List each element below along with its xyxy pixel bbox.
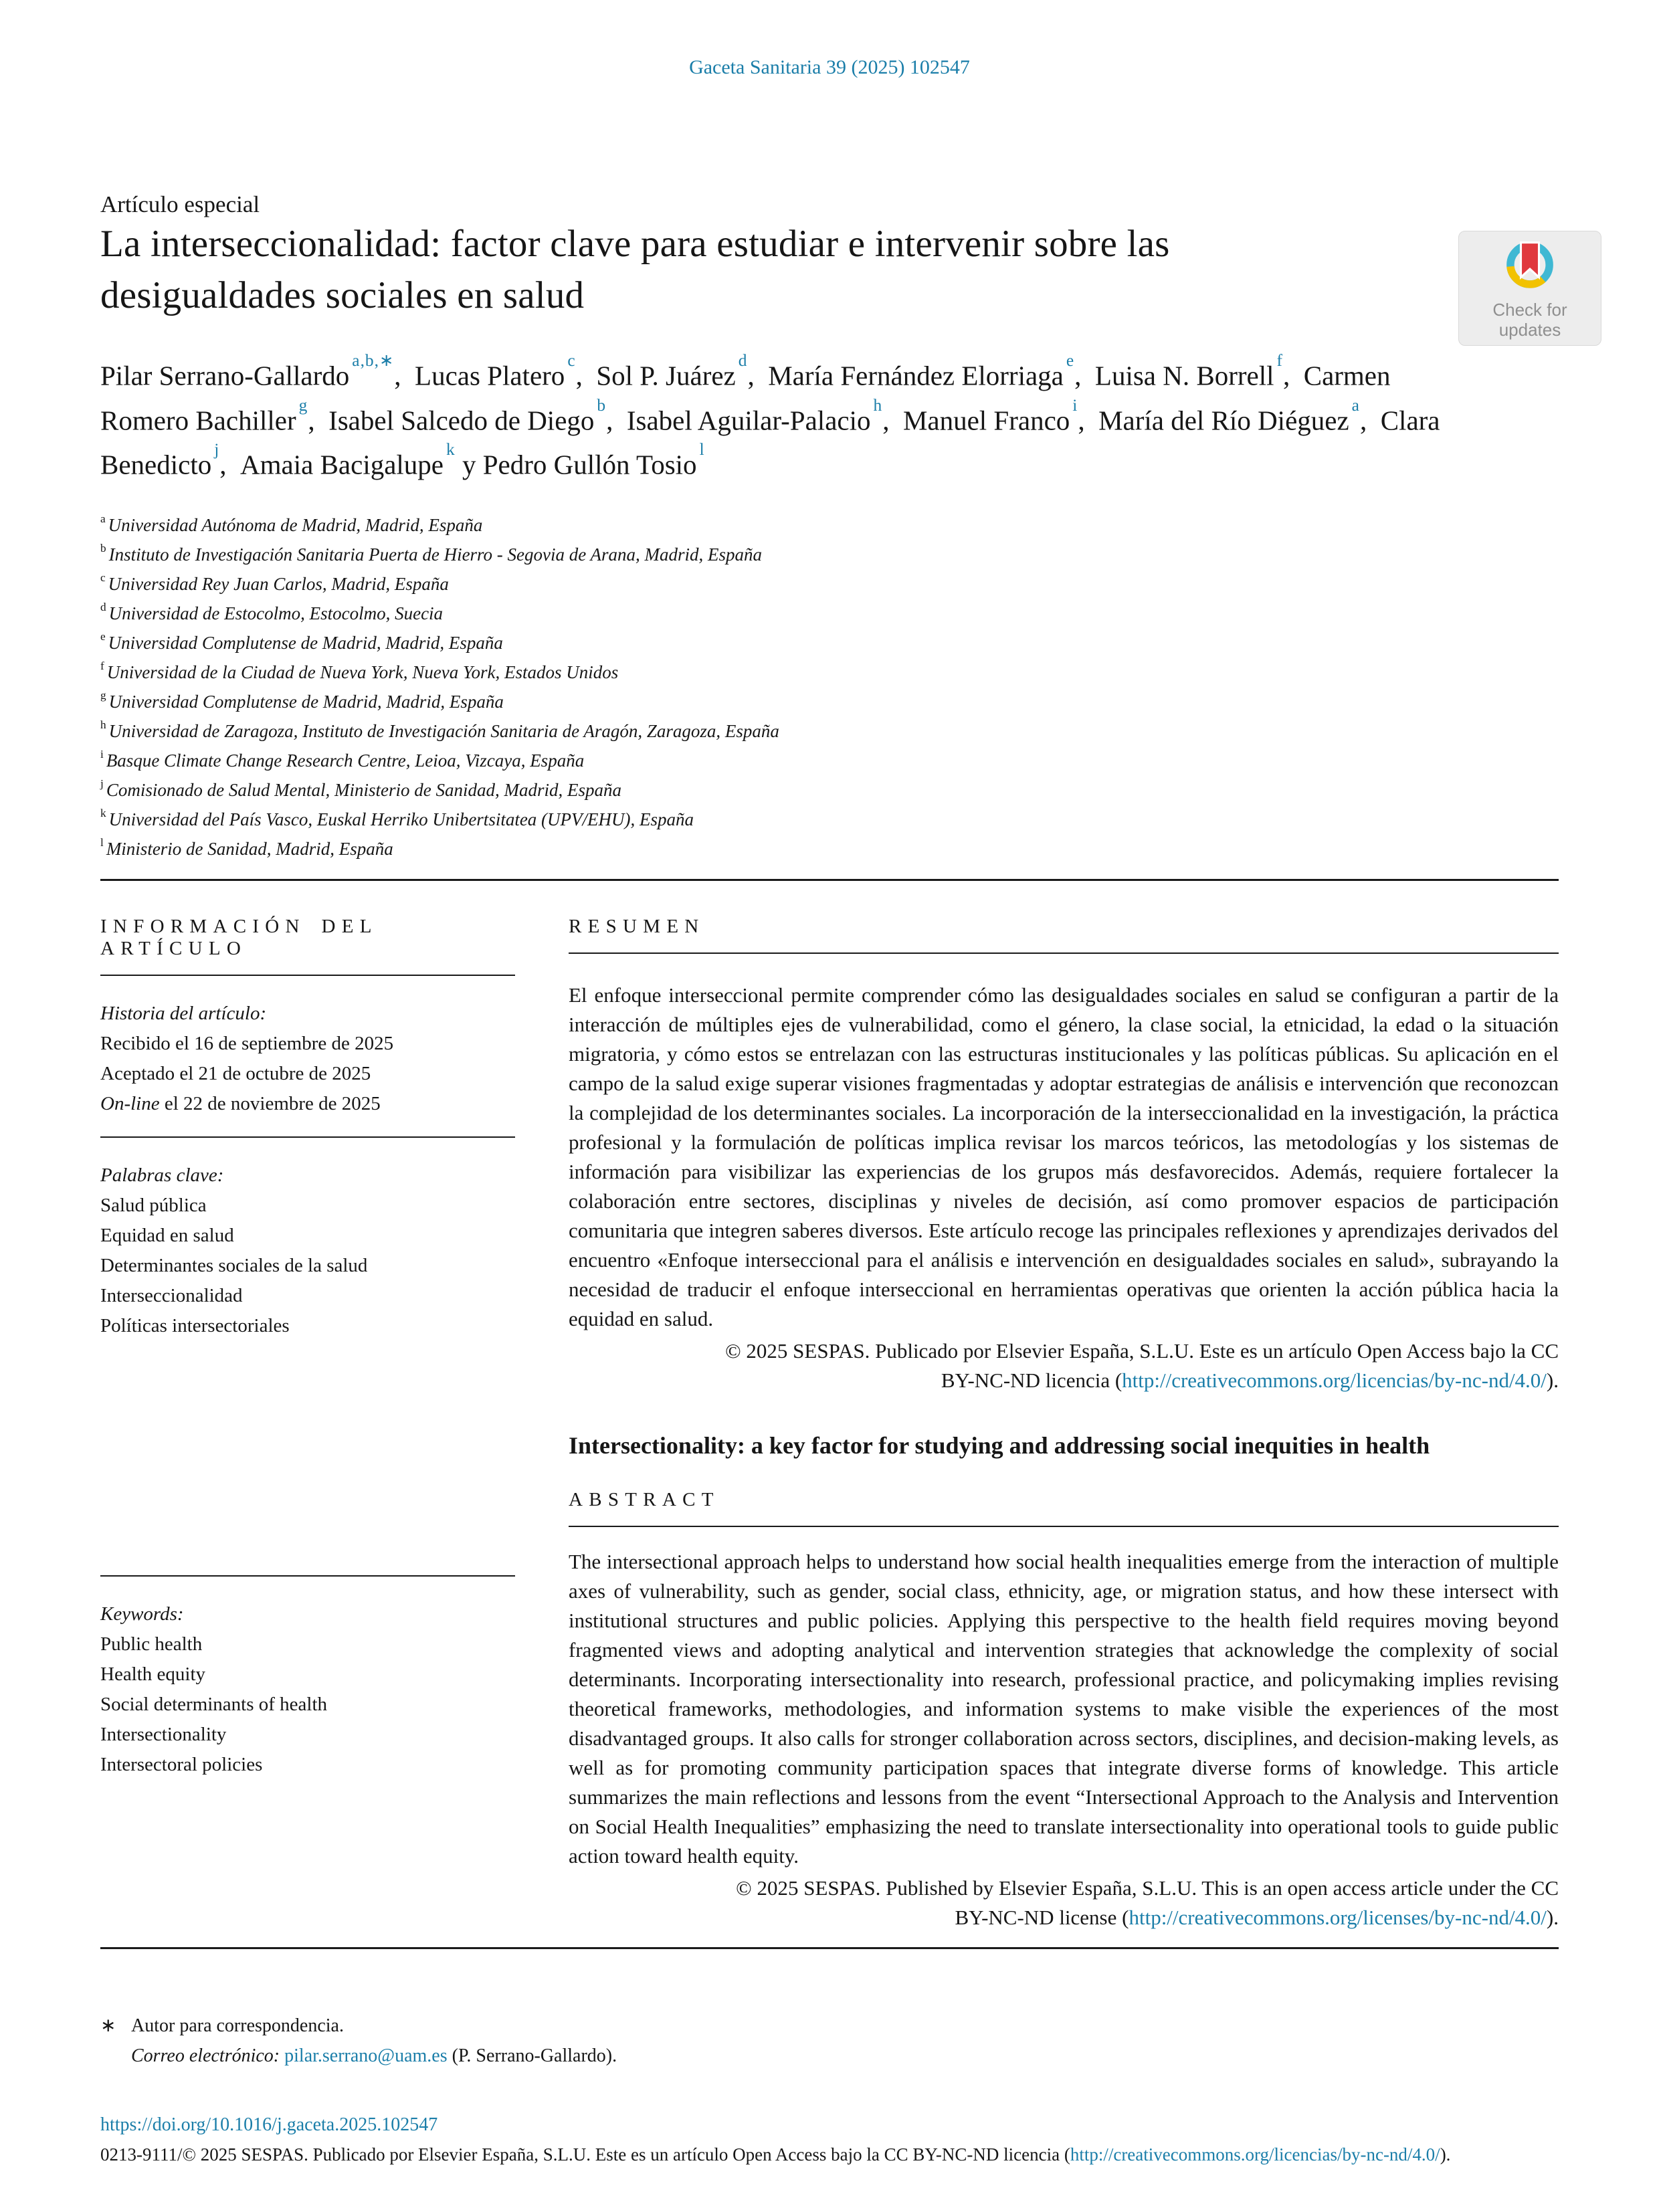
affiliation-sup: f	[100, 660, 104, 673]
article-type-label: Artículo especial	[100, 191, 260, 217]
affiliation-sup: c	[100, 571, 106, 585]
author-name: Manuel Franco	[902, 405, 1070, 436]
two-column-body	[100, 916, 1559, 1932]
author-separator: ,	[606, 405, 627, 436]
abstract-copyright-line2	[569, 1903, 1559, 1932]
author-separator: ,	[394, 360, 415, 391]
author-affiliation-sup: f	[1276, 351, 1283, 371]
author-affiliation-sup: a,b,∗	[352, 351, 395, 371]
check-updates-icon	[1495, 237, 1565, 298]
palabras-label: Palabras clave:	[100, 1164, 224, 1186]
check-updates-label: Check for updates	[1492, 300, 1567, 340]
resumen-body: El enfoque interseccional permite comprender cómo las desigualdades sociales en salud se configuran a partir de la interacción de múltiples ejes de vulnerabilidad, como el género, la clase social, la etnicidad, la edad o la situación migratoria, y cómo estos se entrelazan con las estructuras institucionales y las políticas públicas. Su aplicación en el campo de la salud exige superar visiones fragmentadas y adoptar estrategias de análisis e intervención que reconozcan la complejidad de los determinantes sociales. La incorporación de la interseccionalidad en la investigación, la práctica profesional y la formulación de políticas implica revisar los marcos teóricos, las metodologías y los sistemas de información para visibilizar las experiencias de los grupos más desfavorecidos. Además, requiere fortalecer la colaboración entre sectores, disciplinas y niveles de decisión, así como promover espacios de participación comunitaria que integren saberes diversos. Este artículo recoge las principales reflexiones y aprendizajes derivados del encuentro «Enfoque interseccional para el análisis e intervención en desigualdades sociales en salud», subrayando la necesidad de traducir el enfoque interseccional en herramientas operativas que orienten la acción pública hacia la equidad en salud.	[569, 983, 1559, 1330]
check-updates-badge[interactable]	[1458, 231, 1601, 346]
issn-suffix: ).	[1440, 2144, 1451, 2165]
author-name: Luisa N. Borrell	[1094, 360, 1274, 391]
author-name: María del Río Diéguez	[1098, 405, 1349, 436]
abstract-copyright	[569, 1874, 1559, 1932]
author-affiliation-sup: j	[214, 440, 220, 460]
affiliation-sup: l	[100, 836, 104, 849]
author-affiliation-sup: i	[1072, 395, 1078, 415]
author-name: Carmen Romero Bachiller	[100, 360, 1391, 436]
english-title: Intersectionality: a key factor for studying and addressing social inequities in health	[569, 1431, 1430, 1459]
abstract-license-suffix: ).	[1546, 1905, 1559, 1929]
affiliation-sup: k	[100, 807, 106, 820]
abstract-heading: ABSTRACT	[569, 1489, 1559, 1527]
issn-text: 0213-9111/© 2025 SESPAS. Publicado por Elsevier España, S.L.U. Este es un artículo Open Access bajo la CC BY-NC-ND licencia (	[100, 2144, 1070, 2165]
affiliation-sup: i	[100, 748, 104, 761]
info-heading: INFORMACIÓN DEL ARTÍCULO	[100, 916, 515, 976]
affiliation-line: $^b$ Instituto de Investigación Sanitaria Puerta de Hierro - Segovia de Arana, Madrid, España	[100, 542, 763, 565]
keyword-line: Salud pública	[100, 1194, 207, 1216]
affiliation-line: $^c$ Universidad Rey Juan Carlos, Madrid, España	[100, 571, 449, 594]
affiliation-sup: b	[100, 542, 106, 555]
history-online-label: On-line	[100, 1092, 160, 1114]
author-separator: ,	[219, 449, 241, 480]
author-separator: ,	[1078, 405, 1099, 436]
abstract-license-prefix: BY-NC-ND license (	[955, 1905, 1129, 1929]
correspondence-text: Autor para correspondencia.	[131, 2015, 344, 2036]
resumen-copyright-line2	[569, 1366, 1559, 1395]
affiliation-line: $^j$ Comisionado de Salud Mental, Ministerio de Sanidad, Madrid, España	[100, 777, 622, 800]
authors-line	[100, 350, 1465, 484]
affiliation-sup: d	[100, 601, 106, 614]
history-lines	[100, 1029, 515, 1119]
page-title: La interseccionalidad: factor clave para estudiar e intervenir sobre las desigualdades sociales en salud	[100, 223, 1170, 316]
abstract-license-link[interactable]: http://creativecommons.org/licenses/by-nc-nd/4.0/	[1129, 1905, 1547, 1929]
affiliation-sup: e	[100, 630, 106, 643]
author-affiliation-sup: b	[597, 395, 607, 415]
author-affiliation-sup: d	[738, 351, 748, 371]
keywords-list	[100, 1629, 515, 1780]
issn-license-link[interactable]: http://creativecommons.org/licencias/by-nc-nd/4.0/	[1070, 2144, 1440, 2165]
author-separator: ,	[747, 360, 769, 391]
keywords-label: Keywords:	[100, 1603, 184, 1625]
author-affiliation-sup: a	[1351, 395, 1360, 415]
palabras-list	[100, 1191, 515, 1341]
author-name: Pilar Serrano-Gallardo	[100, 360, 350, 391]
keyword-line: Social determinants of health	[100, 1693, 328, 1715]
resumen-license-suffix: ).	[1546, 1368, 1559, 1392]
correspondence-note	[100, 2011, 1559, 2041]
author-affiliation-sup: h	[873, 395, 883, 415]
history-line: Recibido el 16 de septiembre de 2025	[100, 1032, 394, 1054]
email-link[interactable]: pilar.serrano@uam.es	[284, 2045, 448, 2066]
abstract-copyright-line1: © 2025 SESPAS. Published by Elsevier España, S.L.U. This is an open access article under the CC	[736, 1876, 1559, 1900]
author-name: Lucas Platero	[415, 360, 565, 391]
history-label: Historia del artículo:	[100, 1002, 267, 1024]
footer-divider	[100, 1947, 1559, 1949]
history-line: Aceptado el 21 de octubre de 2025	[100, 1062, 371, 1084]
keyword-line: Health equity	[100, 1663, 206, 1685]
email-suffix: (P. Serrano-Gallardo).	[447, 2045, 617, 2066]
right-column	[569, 916, 1559, 1932]
email-line	[100, 2041, 1559, 2071]
author-separator: y	[455, 449, 483, 480]
author-separator: ,	[1282, 360, 1304, 391]
author-name: Pedro Gullón Tosio	[482, 449, 697, 480]
affiliation-sup: h	[100, 718, 106, 732]
author-affiliation-sup: c	[567, 351, 576, 371]
affiliation-line: $^h$ Universidad de Zaragoza, Instituto de Investigación Sanitaria de Aragón, Zaragoza, España	[100, 718, 779, 741]
issn-license-line	[100, 2140, 1559, 2170]
affiliation-line: $^g$ Universidad Complutense de Madrid, Madrid, España	[100, 689, 504, 712]
resumen-copyright	[569, 1336, 1559, 1395]
author-affiliation-sup: g	[298, 395, 308, 415]
doi-link[interactable]: https://doi.org/10.1016/j.gaceta.2025.102547	[100, 2114, 438, 2135]
author-affiliation-sup: e	[1066, 351, 1075, 371]
correspondence-block	[100, 2011, 1559, 2071]
affiliation-sup: a	[100, 512, 106, 526]
doi-line	[100, 2110, 1559, 2140]
affiliation-line: $^f$ Universidad de la Ciudad de Nueva York, Nueva York, Estados Unidos	[100, 660, 619, 682]
author-separator: ,	[1359, 405, 1381, 436]
author-separator: ,	[882, 405, 903, 436]
author-name: Clara Benedicto	[100, 405, 1440, 480]
affiliation-line: $^d$ Universidad de Estocolmo, Estocolmo, Suecia	[100, 601, 444, 623]
author-separator: ,	[1074, 360, 1095, 391]
affiliations-list	[100, 508, 1559, 862]
journal-citation: Gaceta Sanitaria 39 (2025) 102547	[689, 56, 970, 78]
correspondence-marker: ∗	[100, 2015, 116, 2036]
email-label: Correo electrónico:	[131, 2045, 280, 2066]
author-separator: ,	[308, 405, 329, 436]
author-affiliation-sup: l	[699, 440, 705, 460]
keyword-line: Determinantes sociales de la salud	[100, 1254, 368, 1276]
affiliation-sup: g	[100, 689, 106, 702]
keyword-line: Equidad en salud	[100, 1224, 234, 1246]
author-affiliation-sup: k	[446, 440, 456, 460]
author-name: Sol P. Juárez	[596, 360, 736, 391]
resumen-copyright-line1: © 2025 SESPAS. Publicado por Elsevier España, S.L.U. Este es un artículo Open Access bajo la CC	[725, 1338, 1559, 1363]
keyword-line: Intersectoral policies	[100, 1753, 263, 1775]
history-line: On-line el 22 de noviembre de 2025	[100, 1092, 381, 1114]
info-divider	[100, 1136, 515, 1138]
resumen-heading: RESUMEN	[569, 916, 1559, 954]
author-name: Amaia Bacigalupe	[240, 449, 444, 480]
keyword-line: Interseccionalidad	[100, 1284, 243, 1306]
affiliation-line: $^l$ Ministerio de Sanidad, Madrid, España	[100, 836, 393, 859]
affiliation-sup: j	[100, 777, 104, 791]
header-divider	[100, 879, 1559, 881]
keywords-block	[100, 1575, 515, 1780]
author-name: Isabel Salcedo de Diego	[328, 405, 595, 436]
affiliation-line: $^i$ Basque Climate Change Research Centre, Leioa, Vizcaya, España	[100, 748, 585, 771]
resumen-license-link[interactable]: http://creativecommons.org/licencias/by-nc-nd/4.0/	[1122, 1368, 1547, 1392]
left-column	[100, 916, 515, 1780]
affiliation-line: $^a$ Universidad Autónoma de Madrid, Madrid, España	[100, 512, 483, 535]
keyword-line: Políticas intersectoriales	[100, 1314, 290, 1336]
author-separator: ,	[575, 360, 597, 391]
affiliation-line: $^e$ Universidad Complutense de Madrid, Madrid, España	[100, 630, 503, 653]
affiliation-line: $^k$ Universidad del País Vasco, Euskal Herriko Unibertsitatea (UPV/EHU), España	[100, 807, 694, 829]
resumen-license-prefix: BY-NC-ND licencia (	[941, 1368, 1123, 1392]
keyword-line: Public health	[100, 1633, 203, 1655]
abstract-body: The intersectional approach helps to understand how social health inequalities emerge from the interaction of multiple axes of vulnerability, such as gender, social class, ethnicity, age, or migration status, and how these intersect with institutional structures and public policies. Applying this perspective to the health field requires moving beyond fragmented views and adopting analytical and intervention strategies that acknowledge the complexity of social determinants. Incorporating intersectionality into research, professional practice, and policymaking implies revising theoretical frameworks, methodologies, and information systems to make visible the experiences of the most disadvantaged groups. It also calls for stronger collaboration across sectors, disciplines, and decision-making levels, as well as for promoting community participation spaces that integrate diverse forms of knowledge. This article summarizes the main reflections and lessons from the event “Intersectional Approach to the Analysis and Intervention on Social Health Inequalities” emphasizing the need to translate intersectionality into operational tools to guide public action toward health equity.	[569, 1549, 1559, 1868]
author-name: Isabel Aguilar-Palacio	[626, 405, 871, 436]
keyword-line: Intersectionality	[100, 1723, 227, 1745]
author-name: María Fernández Elorriaga	[768, 360, 1064, 391]
